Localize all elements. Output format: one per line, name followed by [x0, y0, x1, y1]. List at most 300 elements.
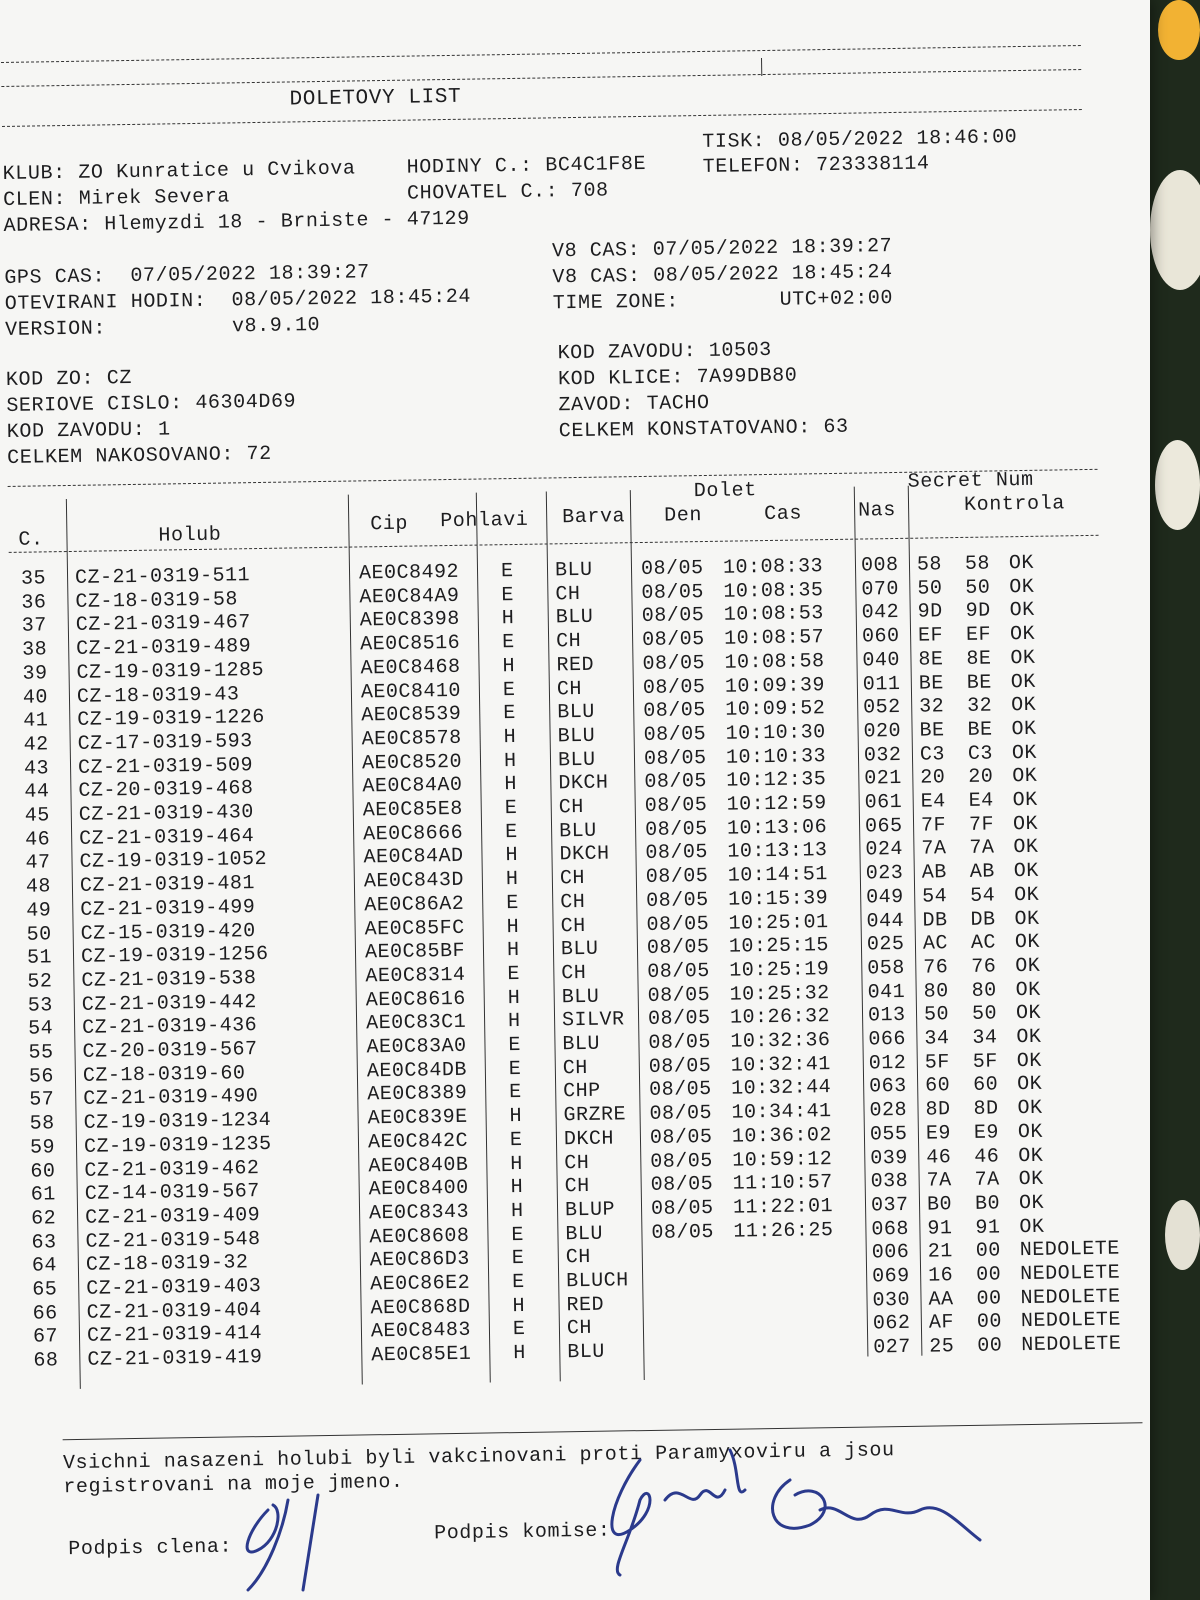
nas-number: 049 — [866, 885, 904, 910]
background-flower — [1150, 170, 1200, 290]
row-number: 36 — [21, 591, 47, 615]
arrival-day: 08/05 — [647, 959, 711, 984]
arrival-time: 11:26:25 — [733, 1218, 834, 1244]
arrival-day: 08/05 — [642, 651, 706, 676]
secret-num-2: 54 — [970, 884, 996, 908]
secret-num-1: 32 — [919, 695, 945, 719]
chip-id: AE0C839E — [367, 1105, 468, 1131]
arrival-time: 10:09:39 — [724, 673, 826, 699]
chip-id: AE0C8616 — [365, 987, 466, 1012]
chip-id: AE0C8468 — [360, 655, 461, 681]
arrival-time: 10:32:41 — [730, 1052, 832, 1078]
nas-number: 070 — [861, 577, 900, 602]
chip-id: AE0C8578 — [361, 726, 462, 752]
divider — [2, 109, 1082, 127]
arrival-time: 10:34:41 — [731, 1100, 832, 1125]
nas-number: 028 — [869, 1098, 908, 1123]
secret-num-1: 54 — [922, 885, 948, 909]
arrival-day: 08/05 — [641, 604, 705, 629]
ring-number: CZ-21-0319-419 — [87, 1346, 263, 1372]
control-result: NEDOLETE — [1021, 1332, 1122, 1358]
sex: H — [510, 1176, 524, 1200]
sex: H — [507, 986, 521, 1010]
nas-number: 062 — [872, 1312, 911, 1336]
row-number: 35 — [20, 567, 47, 591]
control-result: OK — [1013, 859, 1040, 884]
control-result: NEDOLETE — [1020, 1308, 1122, 1334]
race-name: ZAVOD: TACHO — [558, 391, 710, 418]
ring-number: CZ-21-0319-436 — [81, 1014, 258, 1041]
arrival-time: 10:32:44 — [731, 1076, 832, 1102]
nas-number: 024 — [865, 838, 904, 862]
nas-number: 055 — [869, 1122, 908, 1147]
sex: H — [506, 915, 520, 939]
row-number: 58 — [29, 1112, 55, 1136]
secret-num-2: 58 — [964, 552, 991, 576]
nas-number: 044 — [866, 909, 905, 934]
chip-id: AE0C86D3 — [369, 1248, 471, 1273]
secret-num-2: 7A — [969, 836, 995, 861]
control-result: NEDOLETE — [1019, 1237, 1120, 1263]
secret-num-2: 00 — [976, 1287, 1002, 1311]
sex: E — [501, 583, 515, 607]
arrival-day: 08/05 — [648, 1054, 712, 1079]
sex: E — [506, 891, 519, 915]
secret-num-2: 00 — [975, 1239, 1001, 1264]
secret-num-2: DB — [970, 907, 996, 932]
sex: E — [507, 962, 521, 987]
chip-id: AE0C83A0 — [366, 1034, 467, 1060]
row-number: 51 — [26, 946, 53, 970]
control-result: OK — [1017, 1120, 1044, 1144]
control-result: OK — [1012, 788, 1038, 813]
member-name: CLEN: Mirek Severa — [2, 185, 231, 212]
arrival-time: 10:13:06 — [726, 815, 828, 841]
time-zone: TIME ZONE: UTC+02:00 — [552, 287, 894, 316]
nas-number: 039 — [870, 1146, 908, 1170]
secret-num-1: 7A — [926, 1169, 952, 1193]
sex: H — [502, 654, 516, 678]
ring-number: CZ-21-0319-442 — [81, 990, 257, 1017]
control-result: OK — [1017, 1096, 1043, 1121]
row-number: 49 — [26, 899, 52, 923]
address: ADRESA: Hlemyzdi 18 - Brniste - 47129 — [3, 207, 470, 238]
nas-number: 060 — [861, 625, 900, 649]
divider — [1, 45, 1081, 63]
secret-num-1: 50 — [917, 576, 943, 601]
ring-number: CZ-19-0319-1052 — [79, 848, 268, 875]
arrival-day: 08/05 — [650, 1173, 714, 1198]
arrival-time: 11:10:57 — [732, 1171, 833, 1196]
color: BLU — [565, 1222, 604, 1246]
secret-num-1: 25 — [929, 1335, 955, 1359]
ring-number: CZ-21-0319-409 — [84, 1203, 261, 1230]
header-holub: Holub — [158, 523, 222, 548]
secret-num-1: AC — [922, 932, 949, 956]
chip-id: AE0C8539 — [361, 703, 462, 728]
ring-number: CZ-19-0319-1234 — [83, 1108, 272, 1135]
color: CH — [566, 1317, 593, 1341]
ring-number: CZ-21-0319-509 — [77, 753, 254, 780]
chip-id: AE0C8410 — [360, 679, 462, 704]
secret-num-1: 46 — [926, 1145, 952, 1170]
telephone: TELEFON: 723338114 — [702, 152, 930, 179]
arrival-time: 10:59:12 — [732, 1147, 833, 1173]
secret-num-2: 5F — [972, 1050, 998, 1074]
nas-number: 006 — [871, 1241, 910, 1265]
arrival-day: 08/05 — [649, 1078, 712, 1103]
color: CH — [555, 582, 581, 607]
color: BLUP — [564, 1198, 616, 1223]
header-cip: Cip — [370, 512, 409, 537]
arrival-time: 10:25:15 — [728, 934, 830, 959]
row-number: 62 — [30, 1207, 57, 1231]
color: BLUCH — [566, 1269, 629, 1294]
chip-id: AE0C8343 — [368, 1200, 470, 1226]
nas-number: 038 — [870, 1170, 909, 1194]
sex: E — [509, 1128, 523, 1152]
sex: E — [504, 796, 518, 821]
arrival-day: 08/05 — [643, 722, 707, 747]
sex: E — [511, 1247, 525, 1271]
chip-id: AE0C84AD — [363, 845, 464, 870]
control-result: OK — [1015, 978, 1041, 1002]
arrival-day: 08/05 — [646, 936, 710, 961]
chip-id: AE0C868D — [370, 1295, 471, 1321]
document-title: DOLETOVY LIST — [289, 85, 462, 112]
header-dolet: Dolet — [693, 479, 757, 504]
member-signature-label: Podpis clena: — [68, 1535, 233, 1562]
color: CH — [564, 1151, 590, 1175]
ring-number: CZ-21-0319-464 — [79, 824, 255, 851]
arrival-time: 10:32:36 — [730, 1029, 831, 1054]
secret-num-1: 5F — [924, 1050, 951, 1075]
arrival-time: 10:15:39 — [728, 886, 829, 912]
secret-num-1: 9D — [917, 600, 943, 625]
nas-number: 030 — [872, 1288, 911, 1313]
color: RED — [566, 1293, 605, 1317]
row-number: 50 — [26, 922, 52, 947]
ring-number: CZ-17-0319-593 — [77, 730, 253, 756]
arrival-time: 10:14:51 — [727, 863, 829, 888]
header-den: Den — [664, 504, 703, 528]
secret-num-2: 20 — [968, 765, 994, 790]
control-result: OK — [1016, 1049, 1042, 1073]
sex: E — [511, 1223, 525, 1247]
footer-rule — [63, 1422, 1143, 1440]
zo-code: KOD ZO: CZ — [5, 366, 133, 392]
secret-num-1: AA — [928, 1287, 954, 1312]
secret-num-1: 16 — [927, 1264, 954, 1288]
arrival-day: 08/05 — [648, 1030, 712, 1055]
arrival-day: 08/05 — [645, 841, 709, 866]
arrival-day: 08/05 — [649, 1102, 713, 1127]
divider — [761, 58, 762, 76]
control-result: OK — [1010, 670, 1037, 694]
ring-number: CZ-21-0319-430 — [78, 801, 255, 827]
arrival-time: 10:36:02 — [731, 1123, 833, 1149]
nas-number: 042 — [861, 601, 900, 625]
arrival-time: 10:10:30 — [725, 721, 826, 746]
row-number: 68 — [33, 1349, 59, 1373]
arrival-day: 08/05 — [650, 1149, 714, 1174]
header-c: C. — [18, 528, 44, 552]
color: CH — [560, 890, 586, 915]
nas-number: 027 — [873, 1335, 911, 1360]
ring-number: CZ-21-0319-499 — [80, 895, 256, 922]
ring-number: CZ-20-0319-567 — [82, 1038, 258, 1064]
secret-num-2: 34 — [972, 1026, 998, 1050]
ring-number: CZ-18-0319-58 — [75, 588, 239, 614]
chip-id: AE0C83C1 — [365, 1011, 467, 1036]
sex: H — [506, 939, 520, 963]
row-number: 53 — [27, 993, 53, 1018]
sex: E — [509, 1081, 522, 1105]
secret-num-2: 60 — [972, 1073, 999, 1098]
color: DKCH — [558, 771, 609, 796]
chip-id: AE0C85E8 — [362, 797, 463, 823]
total-clocked: CELKEM KONSTATOVANO: 63 — [558, 415, 849, 444]
color: BLU — [561, 985, 600, 1009]
ring-number: CZ-20-0319-468 — [78, 777, 254, 804]
sex: E — [504, 820, 518, 844]
secret-num-1: E4 — [920, 790, 946, 814]
ring-number: CZ-21-0319-414 — [86, 1322, 263, 1349]
sex: H — [510, 1199, 524, 1224]
arrival-day: 08/05 — [650, 1196, 714, 1221]
control-result: OK — [1008, 551, 1035, 576]
row-number: 42 — [23, 733, 49, 757]
nas-number: 012 — [868, 1051, 907, 1076]
ring-number: CZ-18-0319-60 — [82, 1061, 246, 1088]
secret-num-2: 7F — [968, 813, 995, 837]
chip-id: AE0C8389 — [367, 1082, 468, 1107]
arrival-time: 10:09:52 — [725, 697, 826, 722]
chip-id: AE0C85E1 — [371, 1342, 472, 1368]
secret-num-1: BE — [919, 719, 945, 743]
row-number: 52 — [27, 970, 53, 994]
arrival-time: 10:12:35 — [726, 768, 827, 793]
arrival-time: 10:08:53 — [723, 602, 824, 628]
declaration-line-2: registrovani na moje jmeno. — [63, 1470, 404, 1500]
sex: E — [502, 678, 516, 702]
breeder-number: CHOVATEL C.: 708 — [406, 179, 609, 206]
member-signature — [228, 1480, 368, 1600]
race-code-left: KOD ZAVODU: 1 — [6, 418, 171, 444]
row-number: 60 — [30, 1159, 56, 1184]
secret-num-1: 7A — [921, 837, 947, 862]
row-number: 43 — [23, 756, 50, 781]
row-number: 55 — [28, 1041, 54, 1065]
secret-num-2: 9D — [965, 599, 991, 624]
key-code: KOD KLICE: 7A99DB80 — [557, 364, 798, 392]
header-nas: Nas — [857, 498, 897, 523]
secret-num-1: EF — [917, 624, 944, 648]
sex: E — [503, 702, 516, 726]
secret-num-2: 50 — [971, 1002, 998, 1027]
arrival-day: 08/05 — [649, 1125, 713, 1150]
color: BLU — [558, 819, 597, 844]
nas-number: 032 — [863, 743, 902, 768]
secret-num-1: AF — [928, 1311, 955, 1335]
secret-num-2: AC — [970, 931, 997, 956]
color: CH — [562, 1056, 589, 1080]
chip-id: AE0C8483 — [370, 1319, 472, 1344]
color: CH — [561, 961, 587, 986]
nas-number: 066 — [868, 1027, 907, 1052]
sex: H — [501, 607, 515, 631]
arrival-time: 10:10:33 — [725, 744, 827, 770]
chip-id: AE0C840B — [368, 1153, 469, 1178]
row-number: 67 — [32, 1325, 59, 1350]
chip-id: AE0C86E2 — [370, 1271, 471, 1297]
arrival-day: 08/05 — [640, 557, 704, 582]
chip-id: AE0C8314 — [365, 963, 466, 989]
control-result: OK — [1011, 717, 1037, 742]
arrival-time: 10:12:59 — [726, 792, 827, 817]
ring-number: CZ-21-0319-511 — [74, 564, 251, 590]
total-basketed: CELKEM NAKOSOVANO: 72 — [7, 442, 273, 470]
row-number: 61 — [30, 1183, 56, 1207]
color: CH — [555, 630, 582, 654]
control-result: OK — [1012, 812, 1039, 836]
chip-id: AE0C84A0 — [362, 774, 463, 799]
arrival-day: 08/05 — [644, 817, 708, 842]
arrival-day: 08/05 — [647, 1007, 711, 1032]
chip-id: AE0C86A2 — [364, 892, 465, 918]
color: CH — [560, 914, 586, 938]
secret-num-1: 50 — [923, 1003, 950, 1027]
arrival-time: 10:25:01 — [728, 910, 829, 936]
nas-number: 025 — [866, 933, 905, 957]
nas-number: 058 — [867, 956, 906, 981]
nas-number: 052 — [863, 696, 901, 720]
ring-number: CZ-15-0319-420 — [80, 919, 256, 946]
secret-num-1: 21 — [927, 1240, 953, 1264]
secret-num-2: 00 — [975, 1263, 1002, 1287]
sex: E — [512, 1318, 526, 1342]
committee-signature — [580, 1440, 1000, 1580]
ring-number: CZ-18-0319-43 — [76, 682, 240, 709]
arrival-day: 08/05 — [644, 793, 708, 818]
club-name: KLUB: ZO Kunratice u Cvikova — [2, 157, 356, 186]
color: CH — [559, 867, 586, 891]
arrival-time: 10:08:33 — [722, 555, 824, 580]
background-flower — [1165, 1200, 1200, 1270]
ring-number: CZ-21-0319-467 — [75, 611, 252, 638]
sex: H — [504, 773, 518, 797]
ring-number: CZ-19-0319-1256 — [80, 943, 269, 970]
software-version: VERSION: v8.9.10 — [5, 314, 321, 342]
secret-num-2: E9 — [973, 1121, 1000, 1145]
nas-number: 065 — [864, 814, 903, 839]
nas-number: 020 — [863, 719, 902, 744]
v8-time-1: V8 CAS: 07/05/2022 18:39:27 — [551, 235, 893, 264]
row-number: 38 — [22, 638, 48, 662]
sex: H — [509, 1105, 523, 1129]
color: BLU — [557, 748, 596, 772]
background-flower — [1155, 440, 1200, 530]
nas-number: 061 — [864, 790, 903, 815]
secret-num-2: 76 — [971, 955, 997, 979]
header-cas: Cas — [763, 502, 803, 527]
secret-num-1: 76 — [923, 956, 949, 980]
sex: H — [510, 1152, 524, 1176]
header-barva: Barva — [562, 505, 626, 530]
sex: H — [513, 1342, 527, 1366]
secret-num-1: 80 — [923, 979, 949, 1004]
ring-number: CZ-21-0319-490 — [83, 1085, 259, 1112]
color: CH — [565, 1246, 592, 1270]
secret-num-2: AB — [969, 860, 996, 884]
row-number: 37 — [21, 614, 48, 639]
secret-num-2: 50 — [965, 576, 991, 600]
nas-number: 063 — [869, 1075, 907, 1099]
arrival-time: 10:13:13 — [727, 839, 828, 865]
arrival-time: 10:08:35 — [723, 578, 824, 604]
ring-number: CZ-21-0319-403 — [86, 1275, 262, 1301]
arrival-time: 10:08:57 — [723, 626, 825, 651]
color: CH — [556, 677, 583, 701]
control-result: OK — [1018, 1191, 1045, 1216]
row-number: 65 — [32, 1278, 58, 1302]
arrival-day: 08/05 — [646, 912, 710, 937]
arrival-day: 08/05 — [644, 770, 708, 795]
secret-num-1: E9 — [925, 1122, 952, 1146]
ring-number: CZ-21-0319-404 — [86, 1298, 262, 1325]
secret-num-1: 8E — [918, 648, 944, 672]
secret-num-2: 80 — [971, 979, 997, 1003]
arrival-day: 08/05 — [645, 865, 709, 890]
v8-time-2: V8 CAS: 08/05/2022 18:45:24 — [552, 261, 893, 290]
secret-num-2: 32 — [967, 694, 993, 719]
chip-id: AE0C843D — [363, 868, 465, 894]
control-result: OK — [1016, 1025, 1042, 1050]
ring-number: CZ-18-0319-32 — [85, 1251, 249, 1278]
nas-number: 037 — [870, 1193, 909, 1218]
arrival-day: 08/05 — [647, 983, 711, 1008]
color: CHP — [563, 1080, 601, 1104]
control-result: OK — [1014, 930, 1041, 955]
nas-number: 068 — [871, 1217, 910, 1242]
ring-number: CZ-21-0319-481 — [79, 872, 256, 898]
nas-number: 013 — [867, 1004, 906, 1028]
control-result: OK — [1011, 741, 1038, 765]
arrival-time: 10:08:58 — [724, 649, 825, 675]
sex: E — [508, 1033, 522, 1058]
secret-num-2: 00 — [976, 1310, 1003, 1335]
secret-num-2: 7A — [974, 1168, 1000, 1193]
background-flower — [1158, 0, 1200, 60]
row-number: 64 — [31, 1254, 58, 1278]
arrival-time: 10:25:32 — [729, 981, 830, 1007]
clock-number: HODINY C.: BC4C1F8E — [406, 152, 647, 180]
color: CH — [558, 795, 584, 820]
row-number: 48 — [25, 875, 52, 899]
secret-num-1: 7F — [920, 813, 947, 838]
row-number: 56 — [28, 1064, 55, 1089]
sex: E — [501, 631, 515, 655]
secret-num-1: 58 — [916, 553, 943, 577]
nas-number: 023 — [865, 862, 904, 886]
color: BLU — [567, 1340, 606, 1365]
control-result: OK — [1009, 575, 1035, 599]
arrival-day: 08/05 — [641, 580, 705, 605]
secret-num-2: E4 — [968, 789, 994, 813]
chip-id: AE0C8666 — [362, 821, 464, 847]
sex: H — [505, 844, 519, 868]
ring-number: CZ-21-0319-462 — [84, 1156, 260, 1183]
